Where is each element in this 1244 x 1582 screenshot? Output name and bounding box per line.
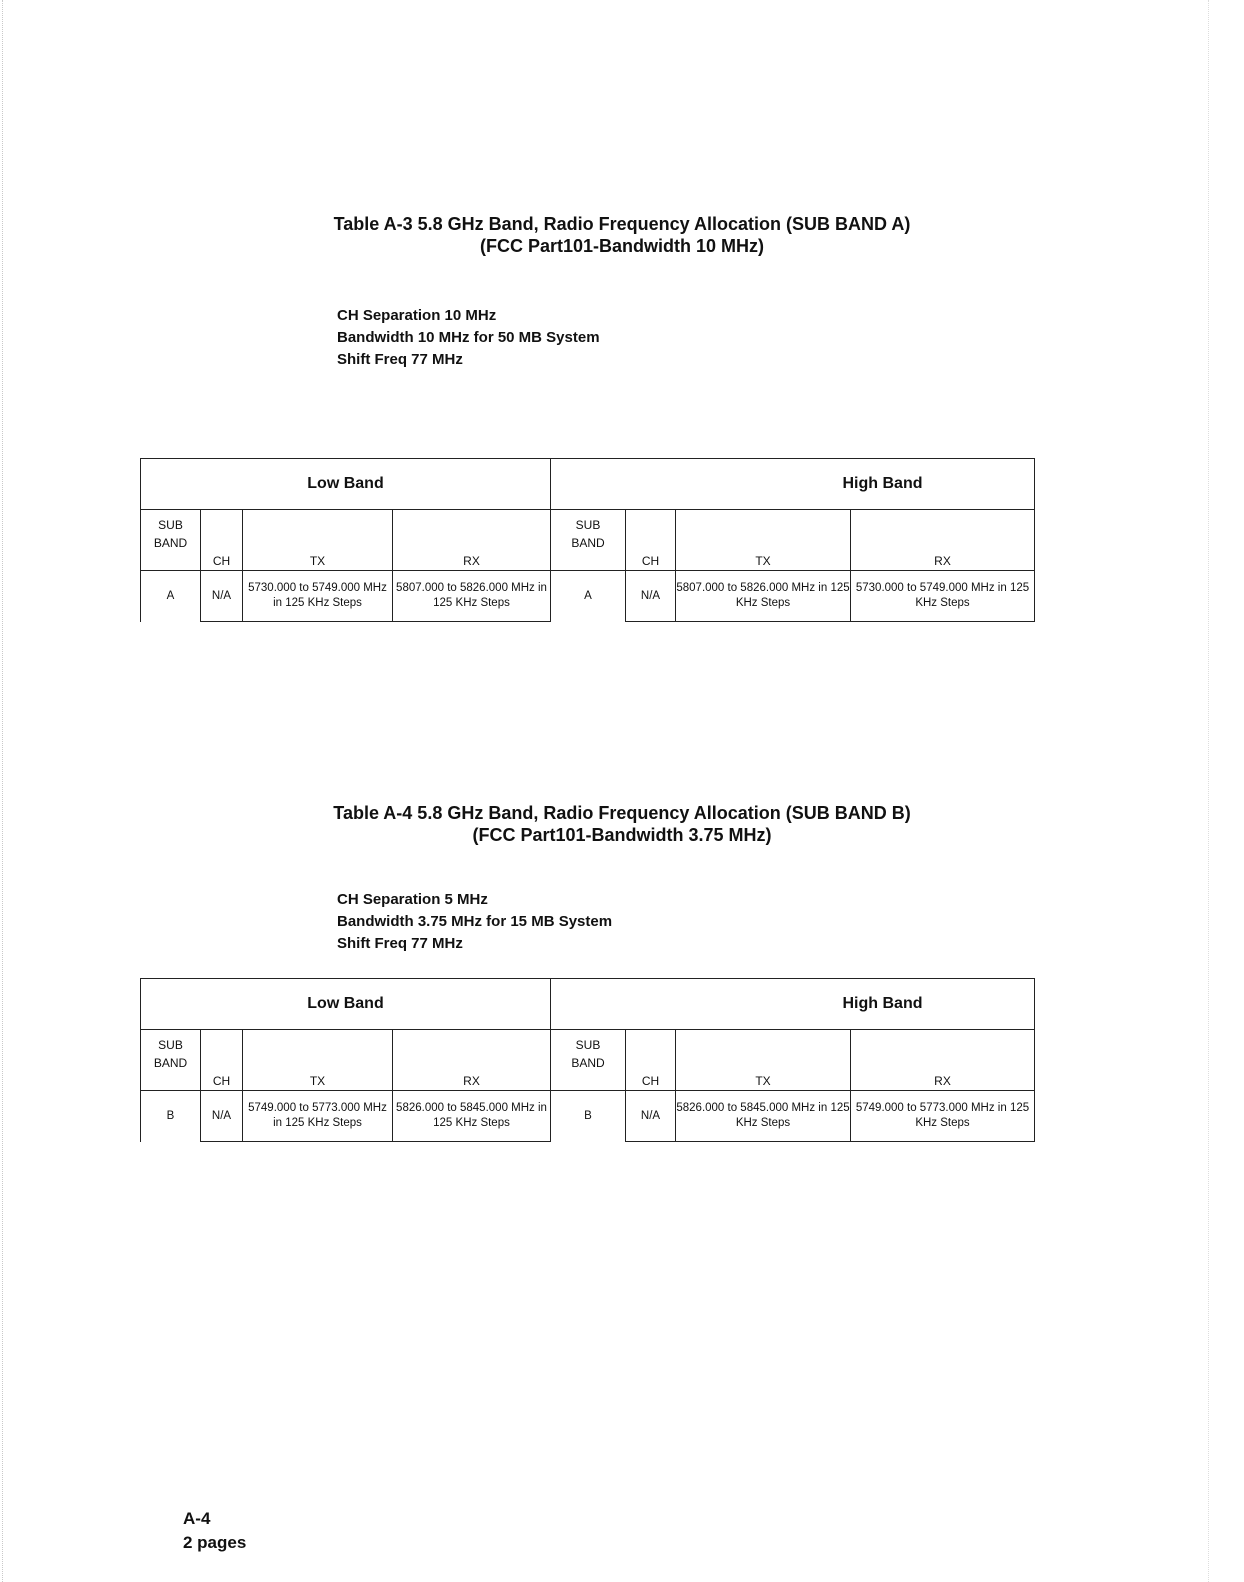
table-a4-title <box>0 802 1244 846</box>
sub-band-header-word2: BAND <box>153 536 188 550</box>
table-a3-spec-ch-separation: CH Separation 10 MHz <box>337 307 497 324</box>
table-a3-low-band-header: Low Band <box>141 459 551 510</box>
table-a3-low-sub-band-header <box>141 510 201 571</box>
table-a3-title-line2: (FCC Part101-Bandwidth 10 MHz) <box>479 236 765 256</box>
table-a4-low-band-header: Low Band <box>141 979 551 1030</box>
table-a3-low-rx-header: RX <box>393 510 551 571</box>
table-a3-high-rx-header: RX <box>851 510 1035 571</box>
table-a3-spec-bandwidth: Bandwidth 10 MHz for 50 MB System <box>337 329 600 346</box>
table-a4-low-tx-cell: 5749.000 to 5773.000 MHz in 125 KHz Steps <box>243 1091 393 1142</box>
table-a4-spec-ch-separation: CH Separation 5 MHz <box>337 891 488 908</box>
table-a4-high-ch-header: CH <box>626 1030 676 1091</box>
table-a4-spec-bandwidth: Bandwidth 3.75 MHz for 15 MB System <box>337 913 613 930</box>
sub-band-header-word1: SUB <box>158 1038 183 1052</box>
table-a3-high-tx-cell: 5807.000 to 5826.000 MHz in 125 KHz Steps <box>676 571 851 622</box>
table-a4-data-row <box>141 1091 1035 1142</box>
table-a3-column-header-row <box>141 510 1035 571</box>
table-a4-low-rx-header: RX <box>393 1030 551 1091</box>
table-a4-high-rx-header: RX <box>851 1030 1035 1091</box>
table-a4-high-ch-cell: N/A <box>626 1091 676 1142</box>
sub-band-header-word2: BAND <box>571 1056 605 1070</box>
table-a4-high-sub-band-cell: B <box>551 1091 626 1142</box>
table-a3-high-rx-cell: 5730.000 to 5749.000 MHz in 125 KHz Steps <box>851 571 1035 622</box>
table-a4-specs <box>337 889 612 955</box>
page-footer <box>183 1507 246 1555</box>
table-a4-low-sub-band-cell: B <box>141 1091 201 1142</box>
table-a4-high-tx-header: TX <box>676 1030 851 1091</box>
table-a4-low-ch-header: CH <box>201 1030 243 1091</box>
page-id: A-4 <box>183 1509 211 1528</box>
table-a4-high-rx-cell: 5749.000 to 5773.000 MHz in 125 KHz Steps <box>851 1091 1035 1142</box>
table-a3-high-sub-band-cell: A <box>551 571 626 622</box>
table-a3-low-ch-cell: N/A <box>201 571 243 622</box>
table-a4-low-sub-band-header <box>141 1030 201 1091</box>
table-a4-title-line1: Table A-4 5.8 GHz Band, Radio Frequency Allocation (SUB BAND B) <box>333 803 911 823</box>
table-a3-data-row <box>141 571 1035 622</box>
table-a3 <box>140 458 1035 622</box>
table-a4-low-ch-cell: N/A <box>201 1091 243 1142</box>
table-a3-spec-shift-freq: Shift Freq 77 MHz <box>337 351 463 368</box>
table-a3-low-tx-header: TX <box>243 510 393 571</box>
table-a3-high-tx-header: TX <box>676 510 851 571</box>
table-a3-high-band-header: High Band <box>551 459 1035 510</box>
table-a3-low-tx-cell: 5730.000 to 5749.000 MHz in 125 KHz Steps <box>243 571 393 622</box>
sub-band-header-word1: SUB <box>575 1038 601 1052</box>
sub-band-header-word1: SUB <box>158 518 183 532</box>
table-a4-low-rx-cell: 5826.000 to 5845.000 MHz in 125 KHz Steps <box>393 1091 551 1142</box>
table-a4 <box>140 978 1035 1142</box>
table-a4-high-band-header: High Band <box>551 979 1035 1030</box>
table-a4-low-tx-header: TX <box>243 1030 393 1091</box>
table-a3-specs <box>337 305 600 371</box>
table-a4-column-header-row <box>141 1030 1035 1091</box>
table-a3-low-ch-header: CH <box>201 510 243 571</box>
table-a3-high-sub-band-header <box>551 510 626 571</box>
table-a3-title <box>0 213 1244 257</box>
table-a3-high-ch-header: CH <box>626 510 676 571</box>
sub-band-header-word1: SUB <box>575 518 601 532</box>
sub-band-header-word2: BAND <box>571 536 605 550</box>
page-count: 2 pages <box>183 1533 247 1552</box>
table-a3-low-rx-cell: 5807.000 to 5826.000 MHz in 125 KHz Steps <box>393 571 551 622</box>
table-a4-title-line2: (FCC Part101-Bandwidth 3.75 MHz) <box>472 825 772 845</box>
table-a3-band-row <box>141 459 1035 510</box>
table-a3-high-ch-cell: N/A <box>626 571 676 622</box>
sub-band-header-word2: BAND <box>153 1056 188 1070</box>
table-a4-band-row <box>141 979 1035 1030</box>
table-a4-high-tx-cell: 5826.000 to 5845.000 MHz in 125 KHz Steps <box>676 1091 851 1142</box>
table-a4-high-sub-band-header <box>551 1030 626 1091</box>
table-a4-spec-shift-freq: Shift Freq 77 MHz <box>337 935 463 952</box>
table-a3-low-sub-band-cell: A <box>141 571 201 622</box>
table-a3-title-line1: Table A-3 5.8 GHz Band, Radio Frequency Allocation (SUB BAND A) <box>333 214 911 234</box>
